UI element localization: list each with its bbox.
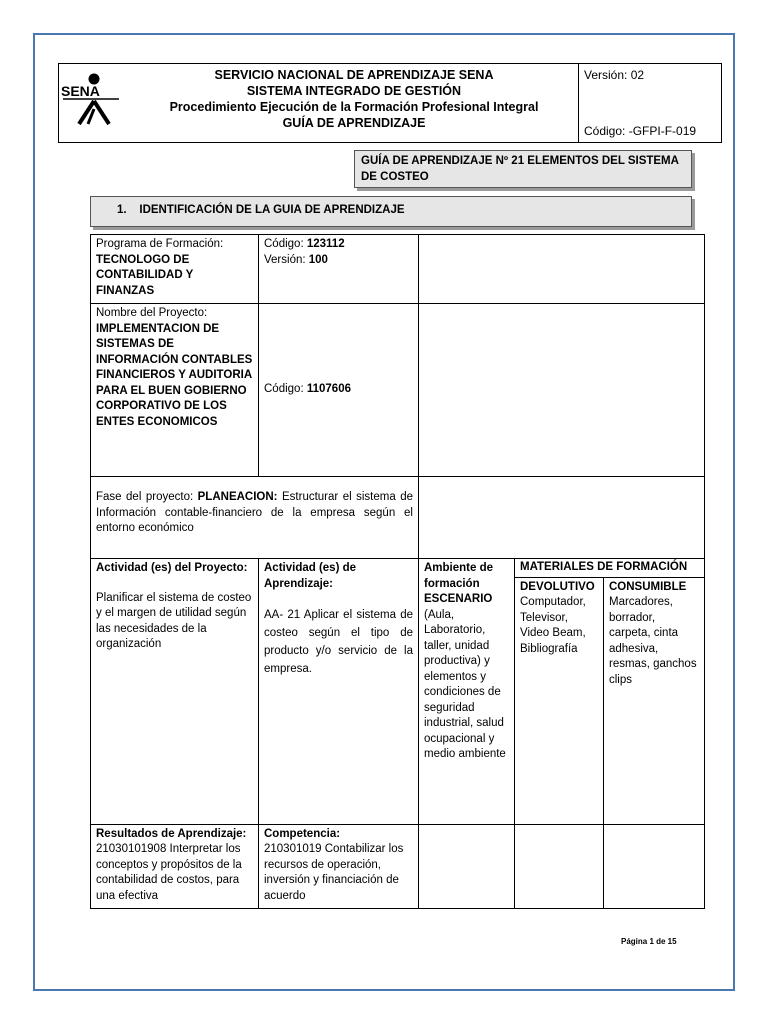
guide-title-line-1: GUÍA DE APRENDIZAJE Nº 21 ELEMENTOS DEL SISTEMA xyxy=(361,155,679,167)
competencia-label: Competencia: xyxy=(264,827,341,840)
fase-text: Estructurar el sistema de Información contable-financiero de la empresa según el entorno económico xyxy=(96,491,414,534)
header-line-2: SISTEMA INTEGRADO DE GESTIÓN xyxy=(246,84,462,98)
header-version: Versión: 02 xyxy=(584,68,645,82)
consumible-label: CONSUMIBLE xyxy=(609,580,687,593)
identification-table xyxy=(90,234,705,909)
resultados-cell xyxy=(91,824,259,908)
competencia-text: 210301019 Contabilizar los recursos de operación, inversión y financiación de acuerdo xyxy=(264,843,404,902)
competencia-cell xyxy=(259,824,419,908)
section-1-bar xyxy=(90,196,692,227)
programa-cell xyxy=(91,235,259,304)
actividad-aprendizaje-label: Actividad (es) de Aprendizaje: xyxy=(264,562,357,590)
devolutivo-text: Computador, Televisor, Video Beam, Bibliografía xyxy=(520,596,586,655)
sena-logo xyxy=(59,64,131,142)
fase-bold: PLANEACION: xyxy=(197,491,278,503)
programa-name: TECNOLOGO DE CONTABILIDAD Y FINANZAS xyxy=(96,253,194,297)
actividad-aprendizaje-cell xyxy=(259,559,419,825)
section-1-title: 1. IDENTIFICACIÓN DE LA GUIA DE APRENDIZAJE xyxy=(117,204,405,216)
programa-codigo-value: 123112 xyxy=(306,238,345,250)
actividad-aprendizaje-text: AA- 21 Aplicar el sistema de costeo según el tipo de producto y/o servicio de la empresa. xyxy=(264,609,413,675)
ambiente-escenario: ESCENARIO xyxy=(424,593,493,605)
consumible-column xyxy=(604,578,704,824)
table-row-resultados xyxy=(91,824,705,908)
header-line-1: SERVICIO NACIONAL DE APRENDIZAJE SENA xyxy=(214,68,494,82)
guide-title-bar xyxy=(354,150,692,188)
devolutivo-label: DEVOLUTIVO xyxy=(520,580,595,593)
header-line-4: GUÍA DE APRENDIZAJE xyxy=(282,116,426,130)
ambiente-cell xyxy=(419,559,515,825)
programa-label: Programa de Formación: xyxy=(96,238,224,250)
header-line-3: Procedimiento Ejecución de la Formación Profesional Integral xyxy=(169,100,539,114)
logo-text: SENA xyxy=(61,83,100,99)
header-divider xyxy=(578,64,579,142)
programa-codigo-cell xyxy=(259,235,419,304)
header-codigo: Código: -GFPI-F-019 xyxy=(584,124,697,138)
guide-title-line-2: DE COSTEO xyxy=(361,171,429,183)
page-number: Página 1 de 15 xyxy=(621,937,677,946)
table-row-actividades xyxy=(91,559,705,825)
fase-cell xyxy=(91,477,419,559)
resultados-empty-cell-1 xyxy=(419,824,515,908)
consumible-text: Marcadores, borrador, carpeta, cinta adhesiva, resmas, ganchos clips xyxy=(609,596,697,686)
programa-codigo-label: Código: xyxy=(264,238,304,250)
ambiente-label: Ambiente de formación xyxy=(424,562,494,590)
proyecto-codigo-value: 1107606 xyxy=(306,383,351,396)
proyecto-empty-cell xyxy=(419,304,705,477)
proyecto-label: Nombre del Proyecto: xyxy=(96,307,208,319)
proyecto-cell xyxy=(91,304,259,477)
materiales-title: MATERIALES DE FORMACIÓN xyxy=(515,559,704,578)
proyecto-codigo-cell xyxy=(259,304,419,477)
resultados-empty-cell-3 xyxy=(604,824,705,908)
ambiente-text: (Aula, Laboratorio, taller, unidad productiva) y elementos y condiciones de seguridad industrial, salud ocupacional y medio ambiente xyxy=(424,608,506,760)
actividad-proyecto-label: Actividad (es) del Proyecto: xyxy=(96,562,248,574)
materiales-cell xyxy=(515,559,705,825)
resultados-text: 21030101908 Interpretar los conceptos y propósitos de la contabilidad de costos, para una efectiva xyxy=(96,843,242,902)
programa-version-value: 100 xyxy=(308,253,328,266)
devolutivo-column xyxy=(515,578,604,824)
fase-label: Fase del proyecto: xyxy=(96,491,194,503)
actividad-proyecto-text: Planificar el sistema de costeo y el margen de utilidad según las necesidades de la organización xyxy=(96,591,252,650)
resultados-empty-cell-2 xyxy=(515,824,604,908)
actividad-proyecto-cell xyxy=(91,559,259,825)
resultados-label: Resultados de Aprendizaje: xyxy=(96,827,247,840)
programa-empty-cell xyxy=(419,235,705,304)
table-row-proyecto xyxy=(91,304,705,477)
programa-version-label: Versión: xyxy=(264,253,306,266)
proyecto-name: IMPLEMENTACION DE SISTEMAS DE INFORMACIÓN CONTABLES FINANCIEROS Y AUDITORIA PARA EL BUEN GOBIERNO CORPORATIVO DE LOS ENTES ECONOMICOS xyxy=(96,322,253,428)
document-header xyxy=(58,63,722,143)
fase-empty-cell xyxy=(419,477,705,559)
table-row-fase xyxy=(91,477,705,559)
proyecto-codigo-label: Código: xyxy=(264,383,304,396)
table-row-programa xyxy=(91,235,705,304)
